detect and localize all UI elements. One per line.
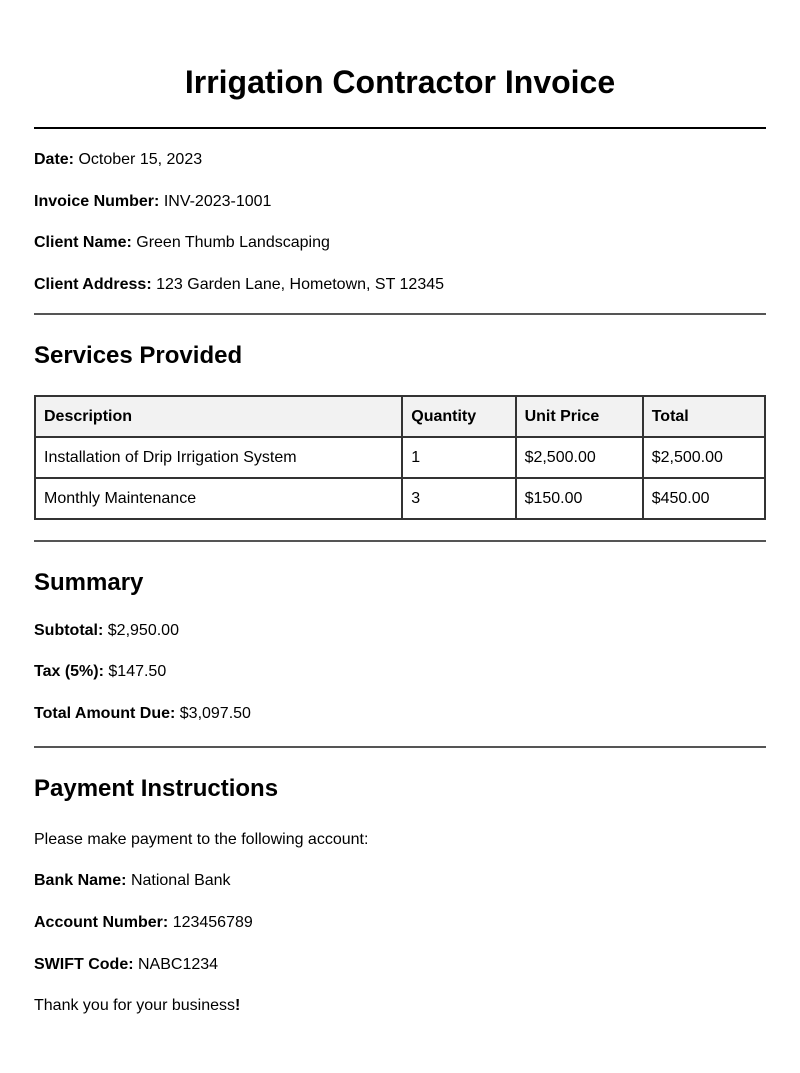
cell-description: Monthly Maintenance [35,478,402,519]
column-header-description: Description [35,396,402,437]
tax-label: Tax (5%): [34,663,104,680]
tax-field [34,662,766,682]
services-table [34,395,766,520]
client-name-label: Client Name: [34,234,132,251]
account-number-label: Account Number: [34,914,169,931]
client-address-field [34,275,766,295]
cell-quantity: 3 [402,478,515,519]
swift-code-label: SWIFT Code: [34,956,134,973]
column-header-quantity: Quantity [402,396,515,437]
column-header-total: Total [643,396,765,437]
table-row [35,478,765,519]
total-due-label: Total Amount Due: [34,705,176,722]
column-header-unit-price: Unit Price [516,396,643,437]
subtotal-field [34,621,766,641]
date-label: Date: [34,151,75,168]
account-number-value: 123456789 [172,914,253,931]
bank-name-value: National Bank [130,872,231,889]
date-value: October 15, 2023 [78,151,203,168]
thank-you-note [34,996,766,1016]
subtotal-value: $2,950.00 [107,622,179,639]
total-due-field [34,704,766,724]
tax-value: $147.50 [108,663,167,680]
payment-heading: Payment Instructions [34,775,279,802]
section-divider [34,746,766,748]
cell-unit-price: $150.00 [516,478,643,519]
client-address-value: 123 Garden Lane, Hometown, ST 12345 [156,276,445,293]
section-divider [34,540,766,542]
services-heading: Services Provided [34,342,243,369]
cell-total: $2,500.00 [643,437,765,478]
client-address-label: Client Address: [34,276,152,293]
client-name-field [34,233,766,253]
cell-total: $450.00 [643,478,765,519]
thank-you-exclamation: ! [235,997,241,1014]
invoice-number-value: INV-2023-1001 [163,193,272,210]
payment-intro: Please make payment to the following account: [34,831,369,848]
page-title: Irrigation Contractor Invoice [184,64,616,100]
table-row [35,437,765,478]
thank-you-text: Thank you for your business [34,997,235,1014]
summary-heading: Summary [34,569,144,596]
bank-name-field [34,871,766,891]
swift-code-field [34,955,766,975]
cell-description: Installation of Drip Irrigation System [35,437,402,478]
client-name-value: Green Thumb Landscaping [136,234,330,251]
bank-name-label: Bank Name: [34,872,127,889]
section-divider [34,313,766,315]
swift-code-value: NABC1234 [138,956,219,973]
invoice-page [34,0,766,1016]
cell-quantity: 1 [402,437,515,478]
invoice-number-field [34,192,766,212]
table-header-row [35,396,765,437]
date-field [34,150,766,170]
title-divider [34,127,766,129]
cell-unit-price: $2,500.00 [516,437,643,478]
account-number-field [34,913,766,933]
subtotal-label: Subtotal: [34,622,104,639]
invoice-number-label: Invoice Number: [34,193,160,210]
total-due-value: $3,097.50 [179,705,251,722]
